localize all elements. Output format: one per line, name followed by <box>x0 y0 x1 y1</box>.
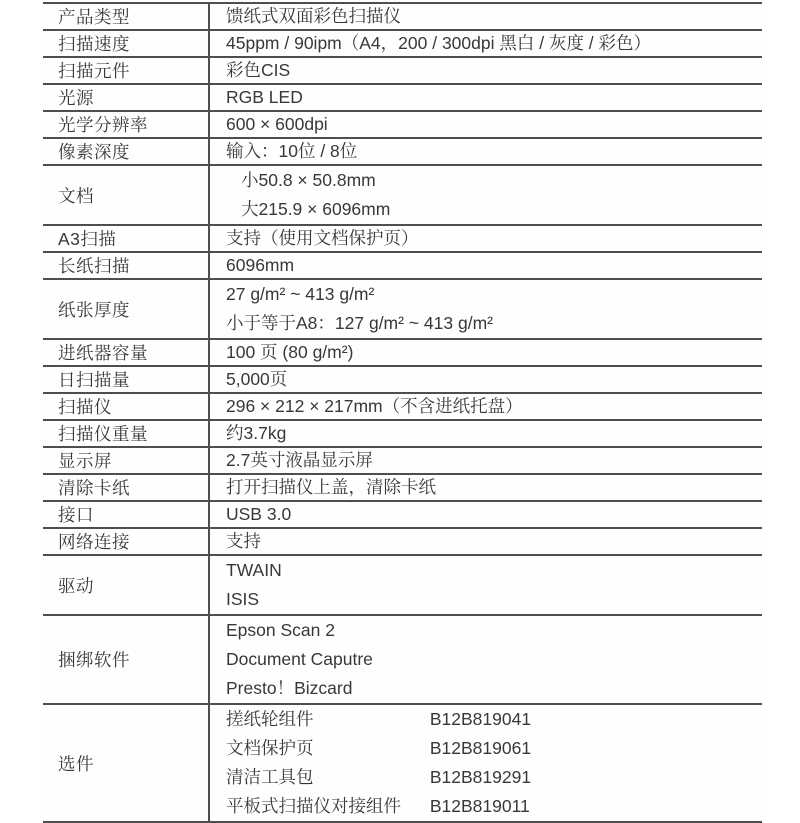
spec-label: 网络连接 <box>43 529 210 554</box>
spec-row-paper-thickness <box>43 280 762 340</box>
spec-value: 45ppm / 90ipm（A4，200 / 300dpi 黑白 / 灰度 / 彩色） <box>226 33 652 53</box>
option-code: B12B819041 <box>429 709 532 729</box>
option-item <box>226 792 762 821</box>
spec-value: 600 × 600dpi <box>226 114 328 134</box>
spec-row-options <box>43 705 762 823</box>
spec-label: 显示屏 <box>43 448 210 473</box>
spec-row-bundled-software <box>43 616 762 705</box>
option-item <box>226 763 762 792</box>
option-code: B12B819061 <box>429 738 532 758</box>
spec-label: 扫描元件 <box>43 58 210 83</box>
spec-value: 约3.7kg <box>226 423 287 443</box>
spec-label: 驱动 <box>43 556 210 614</box>
spec-row-pixel-depth <box>43 139 762 166</box>
spec-value: 馈纸式双面彩色扫描仪 <box>226 6 401 26</box>
spec-row-optical-resolution <box>43 112 762 139</box>
spec-label: 光源 <box>43 85 210 110</box>
spec-value <box>210 705 762 821</box>
spec-row-scan-element <box>43 58 762 85</box>
spec-row-scan-speed <box>43 31 762 58</box>
option-code: B12B819291 <box>429 767 532 787</box>
spec-value: RGB LED <box>226 87 303 107</box>
spec-label: 文档 <box>43 166 210 224</box>
spec-row-product-type <box>43 4 762 31</box>
spec-value: 支持（使用文档保护页） <box>226 228 419 248</box>
spec-row-display <box>43 448 762 475</box>
spec-label: A3扫描 <box>43 226 210 251</box>
spec-row-daily-scan-volume <box>43 367 762 394</box>
spec-row-light-source <box>43 85 762 112</box>
spec-value: 100 页 (80 g/m²) <box>226 342 354 362</box>
option-item <box>226 734 762 763</box>
option-name: 搓纸轮组件 <box>226 709 314 729</box>
spec-row-driver <box>43 556 762 616</box>
spec-value: 支持 <box>226 531 261 551</box>
spec-label: 光学分辨率 <box>43 112 210 137</box>
spec-label: 接口 <box>43 502 210 527</box>
spec-value: 6096mm <box>226 255 295 275</box>
option-name: 平板式扫描仪对接组件 <box>226 796 401 816</box>
option-item <box>226 705 762 734</box>
spec-value: 小50.8 × 50.8mm 大215.9 × 6096mm <box>241 170 391 219</box>
spec-label: 扫描速度 <box>43 31 210 56</box>
spec-label: 捆绑软件 <box>43 616 210 703</box>
spec-label: 清除卡纸 <box>43 475 210 500</box>
spec-label: 选件 <box>43 705 210 821</box>
spec-label: 扫描仪重量 <box>43 421 210 446</box>
spec-label: 进纸器容量 <box>43 340 210 365</box>
spec-value: 27 g/m² ~ 413 g/m² 小于等于A8：127 g/m² ~ 413 g/m² <box>226 284 493 333</box>
spec-value: TWAIN ISIS <box>226 560 282 609</box>
spec-row-jam-clearing <box>43 475 762 502</box>
spec-label: 扫描仪 <box>43 394 210 419</box>
spec-table <box>43 2 762 823</box>
spec-value: 5,000页 <box>226 369 288 389</box>
spec-label: 长纸扫描 <box>43 253 210 278</box>
spec-row-document-size <box>43 166 762 226</box>
spec-row-a3-scan <box>43 226 762 253</box>
spec-row-network <box>43 529 762 556</box>
spec-row-long-paper-scan <box>43 253 762 280</box>
spec-value: 输入：10位 / 8位 <box>226 141 358 161</box>
spec-row-feeder-capacity <box>43 340 762 367</box>
spec-value: Epson Scan 2 Document Caputre Presto！Bizcard <box>226 620 373 698</box>
option-name: 清洁工具包 <box>226 767 314 787</box>
option-code: B12B819011 <box>429 796 530 816</box>
spec-row-interface <box>43 502 762 529</box>
spec-row-scanner-weight <box>43 421 762 448</box>
spec-value: 296 × 212 × 217mm（不含进纸托盘） <box>226 396 523 416</box>
spec-value: 打开扫描仪上盖，清除卡纸 <box>226 477 436 497</box>
spec-row-scanner-dimensions <box>43 394 762 421</box>
spec-value: 2.7英寸液晶显示屏 <box>226 450 373 470</box>
spec-value: USB 3.0 <box>226 504 292 524</box>
spec-label: 像素深度 <box>43 139 210 164</box>
spec-label: 日扫描量 <box>43 367 210 392</box>
option-name: 文档保护页 <box>226 738 314 758</box>
spec-label: 产品类型 <box>43 4 210 29</box>
spec-value: 彩色CIS <box>226 60 291 80</box>
spec-label: 纸张厚度 <box>43 280 210 338</box>
